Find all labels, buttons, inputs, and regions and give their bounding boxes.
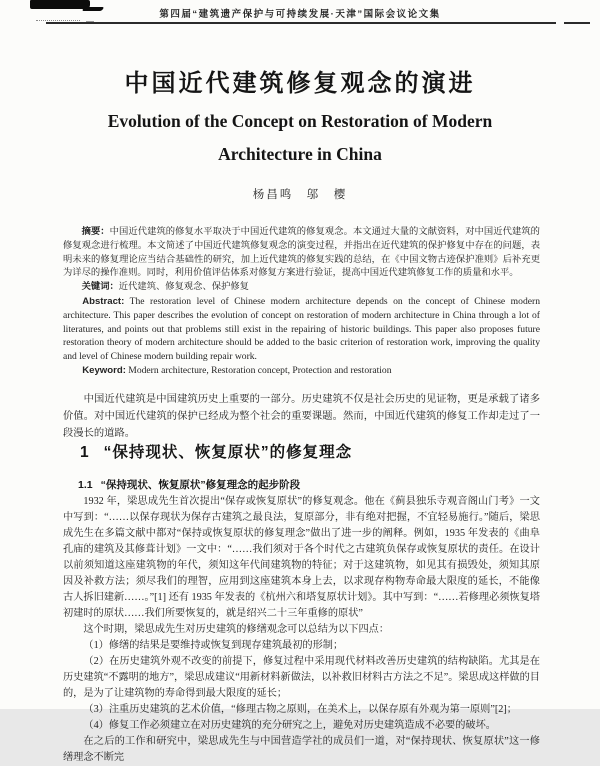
- body-paragraph: （1）修缮的结果是要维持或恢复到现存建筑最初的形制；: [83, 640, 344, 651]
- article-title-zh: 中国近代建筑修复观念的演进: [124, 70, 476, 97]
- abstract-zh-text: 中国近代建筑的修复水平取决于中国近代建筑的修复观念。本文通过大量的文献资料，对中国近代建筑的修复观念进行梳理。本文简述了中国近代建筑修复观念的演变过程，并指出在近代建筑的保护修复中存在的问题，表明未来的修复理论应当结合基础性的研究，加上近代建筑的修复实践的总结，在《中国文物古迹保护准则》后补充更为详尽的操作准则。同时，利用价值评估体系对修复方案进行验证，提高中国近代建筑修复工作的质量和水平。: [63, 227, 540, 279]
- keywords-zh: [63, 281, 540, 295]
- header-rule: [46, 22, 556, 24]
- intro-paragraph: 中国近代建筑是中国建筑历史上重要的一部分。历史建筑不仅是社会历史的见证物，更是承载了诸多价值。对中国近代建筑的保护已经成为整个社会的重要课题。然而，中国近代建筑的修复工作却走过了一段漫长的道路。: [63, 394, 540, 439]
- section-1-title: “保持现状、恢复原状”的修复理念: [103, 444, 353, 461]
- body-paragraph: （2）在历史建筑外观不改变的前提下，修复过程中采用现代材料改善历史建筑的结构缺陷。尤其是在历史建筑“不露明的地方”，梁思成建议“用新材料新做法，以补救旧材料古方法之不足”。梁思成这样做的目的，是为了让建筑物的寿命得到最大限度的延长；: [63, 656, 540, 699]
- abstract-zh: [63, 226, 540, 281]
- proceedings-header: 第四届“建筑遗产保护与可持续发展·天津”国际会议论文集: [159, 9, 441, 20]
- section-1-number: 1: [80, 444, 90, 461]
- abstract-block: [63, 226, 540, 378]
- section-1-1-number: 1.1: [78, 479, 93, 491]
- body-paragraph: 这个时期，梁思成先生对历史建筑的修缮观念可以总结为以下四点：: [83, 624, 390, 635]
- scan-artifact-dots: [36, 20, 80, 21]
- keywords-en-text: Modern architecture, Restoration concept, Protection and restoration: [125, 364, 392, 376]
- article-title-en-line1: Evolution of the Concept on Restoration of Modern: [107, 111, 493, 131]
- keywords-zh-label: 关键词：: [81, 282, 119, 293]
- body-paragraph: 在之后的工作和研究中，梁思成先生与中国营造学社的成员们一道，对“保持现状、恢复原状”这一修缮理念不断完: [63, 736, 540, 763]
- body-paragraph: （4）修复工作必须建立在对历史建筑的充分研究之上，避免对历史建筑造成不必要的破坏。: [83, 720, 496, 731]
- body-paragraph: 1932 年，梁思成先生首次提出“保存或恢复原状”的修复观念。他在《蓟县独乐寺观音阁山门考》一文中写到：“……以保存现状为保存古建筑之最良法，复原部分，非有绝对把握，不宜轻易施行。”随后，梁思成先生在多篇文献中都对“保持或恢复原状的修复理念”做出了进一步的阐释。例如，1935 年发表的《曲阜孔庙的建筑及其修葺计划》一文中：“……我们须对于各个时代之古建筑负保存或恢复原状的责任。在设计以前须知道这座建筑物的年代，须知这年代间建筑物的特征；对于这建筑物，如见其有损毁处，须知其原因及补救方法；须尽我们的理智，应用到这座建筑本身上去，以求现存构物寿命最大限度的延长，不能像古人拆旧建新……。”[1] 还有 1935 年发表的《杭州六和塔复原状计划》。其中写到：“……若修理必须恢复塔初建时的原状……我们所要恢复的，就是绍兴二十三年重修的原状”: [63, 496, 540, 619]
- abstract-en: [63, 295, 540, 364]
- keywords-en: [63, 364, 540, 378]
- abstract-en-label: Abstract:: [82, 295, 125, 307]
- keywords-zh-text: 近代建筑、修复观念、保护修复: [118, 282, 249, 293]
- section-1-1-heading: [78, 477, 300, 492]
- authors-line: 杨昌鸣 邬 樱: [252, 189, 348, 201]
- abstract-zh-label: 摘要：: [81, 227, 110, 237]
- abstract-en-text: The restoration level of Chinese modern architecture depends on the concept of Chinese modern architecture. This paper describes the evolution of concept on restoration of modern architecture in China through a lot of literatures, and points out that problems still exist in the repairing of historic buildings. This paper also proposes future restoration theory of modern architecture should be added to the basic criterion of restoration work, improving the quality and level of Chinese modern building repair work.: [63, 295, 540, 363]
- body-text: [63, 494, 540, 766]
- body-paragraph: （3）注重历史建筑的艺术价值，“修理古物之原则，在美术上，以保存原有外观为第一原则”[2]；: [83, 704, 517, 715]
- section-1-1-title: “保持现状、恢复原状”修复理念的起步阶段: [100, 479, 301, 491]
- section-1-heading: [80, 440, 352, 462]
- article-title-en: [0, 105, 600, 171]
- keywords-en-label: Keyword:: [82, 364, 126, 376]
- header-rule-dash: [564, 22, 590, 24]
- article-title-en-line2: Architecture in China: [218, 144, 382, 164]
